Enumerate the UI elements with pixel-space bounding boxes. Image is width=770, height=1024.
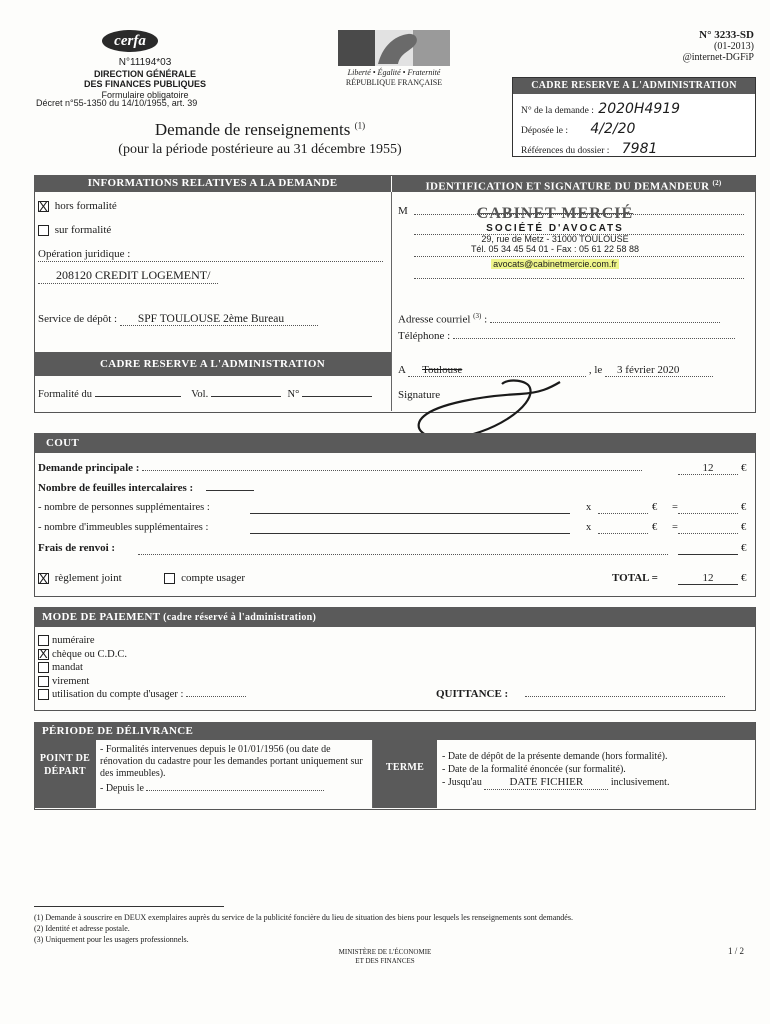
total-label: TOTAL = — [612, 572, 658, 584]
info-heading — [34, 175, 391, 192]
service-value[interactable]: SPF TOULOUSE 2ème Bureau — [137, 313, 285, 325]
virement-checkbox[interactable] — [38, 676, 49, 687]
info-heading-text: INFORMATIONS RELATIVES A LA DEMANDE — [87, 177, 338, 189]
personnes-label: - nombre de personnes supplémentaires : — [38, 502, 210, 513]
depuis-field[interactable] — [146, 790, 324, 791]
immeubles-label: - nombre d'immeubles supplémentaires : — [38, 522, 209, 533]
form-date: (01-2013) — [714, 41, 754, 52]
ministere-line-2: ET DES FINANCES — [355, 957, 415, 965]
paiement-item: numéraire — [52, 635, 95, 646]
periode-heading-text: PÉRIODE DE DÉLIVRANCE — [42, 725, 194, 737]
paiement-heading — [34, 607, 755, 627]
stamp-type: SOCIÉTÉ D'AVOCATS — [486, 223, 624, 234]
lawyer-stamp — [440, 205, 670, 272]
page-number: 1 / 2 — [728, 946, 745, 956]
signature-label: Signature — [398, 389, 441, 401]
no-label: N° — [287, 389, 300, 400]
demande-principale-label: Demande principale : — [38, 462, 140, 474]
telephone-label: Téléphone : — [398, 330, 451, 342]
cerfa-logo — [102, 30, 158, 52]
footnote-1: (1) Demande à souscrire en DEUX exemplaires auprès du service de la publicité foncière du lieu de situation des biens pour lesquels les renseignements sont demandés. — [34, 913, 573, 922]
cerfa-number: N°11194*03 — [118, 57, 172, 68]
hors-formalite-checkbox[interactable] — [38, 201, 49, 212]
admin2-heading-text: CADRE RESERVE A L'ADMINISTRATION — [99, 358, 326, 370]
reglement-joint-label: règlement joint — [54, 572, 122, 584]
page-subtitle: (pour la période postérieure au 31 décembre 1955) — [118, 142, 402, 157]
adresse-courriel-field[interactable] — [490, 322, 720, 323]
inclusivement-label: inclusivement. — [610, 777, 670, 788]
stamp-tel: Tél. 05 34 45 54 01 - Fax : 05 61 22 58 88 — [470, 244, 640, 254]
formalite-du-label: Formalité du — [38, 389, 92, 400]
point-depart-text: - Formalités intervenues depuis le 01/01/1956 (ou date de rénovation du cadastre pour les demandes portant uniquement sur des immeubles). — [100, 744, 363, 779]
deposee-value: 4/2/20 — [590, 121, 636, 137]
jusquau-label: - Jusqu'au — [442, 777, 482, 788]
compte-usager-paiement-checkbox[interactable] — [38, 689, 49, 700]
point-depart-label — [34, 740, 96, 808]
adresse-courriel-label: Adresse courriel — [398, 313, 471, 326]
ident-heading-text: IDENTIFICATION ET SIGNATURE DU DEMANDEUR — [425, 180, 710, 193]
hors-formalite-label: hors formalité — [54, 200, 117, 212]
form-source: @internet-DGFiP — [682, 52, 754, 63]
formulaire-obligatoire: Formulaire obligatoire — [101, 89, 189, 100]
references-label: Références du dossier : — [521, 146, 610, 156]
le-value[interactable]: 3 février 2020 — [617, 364, 680, 376]
euro-sign: € — [741, 542, 747, 554]
reglement-joint-checkbox[interactable] — [38, 573, 49, 584]
paiement-heading-note: (cadre réservé à l'administration) — [163, 612, 317, 623]
m-label: M — [398, 205, 408, 217]
quittance-field[interactable] — [525, 696, 725, 697]
eq-sign: = — [672, 502, 678, 513]
quittance-label: QUITTANCE : — [436, 688, 509, 700]
terme-line-2: - Date de la formalité énoncée (sur formalité). — [442, 764, 626, 775]
compte-usager-label: compte usager — [181, 572, 245, 584]
cout-heading-text: COUT — [46, 437, 79, 449]
date-fichier-value[interactable]: DATE FICHIER — [509, 776, 584, 788]
paiement-item: mandat — [52, 662, 83, 673]
admin-box — [512, 77, 756, 157]
republique-motto: Liberté • Égalité • Fraternité — [347, 68, 441, 77]
paiement-item: virement — [52, 675, 90, 687]
adresse-courriel-note: (3) — [473, 312, 482, 320]
footnote-2: (2) Identité et adresse postale. — [34, 924, 130, 933]
direction-generale: DIRECTION GÉNÉRALE — [93, 68, 196, 79]
operation-value[interactable]: 208120 CREDIT LOGEMENT/ — [56, 268, 211, 282]
euro-sign: € — [741, 522, 747, 533]
marianne-logo — [338, 30, 450, 66]
form-number: N° 3233-SD — [699, 29, 754, 41]
finances-publiques: DES FINANCES PUBLIQUES — [83, 79, 206, 89]
operation-label: Opération juridique : — [38, 248, 131, 260]
frais-renvoi-label: Frais de renvoi : — [38, 542, 116, 554]
demande-label: N° de la demande : — [521, 106, 594, 116]
euro-sign: € — [741, 572, 747, 584]
euro-sign: € — [741, 502, 747, 513]
service-label: Service de dépôt : — [38, 313, 118, 325]
demande-principale-value[interactable]: 12 — [702, 462, 714, 474]
euro-sign: € — [652, 522, 658, 533]
point-depart-text: POINT DE DÉPART — [39, 753, 91, 777]
le-label: , le — [588, 364, 603, 376]
stamp-address: 29, rue de Metz - 31000 TOULOUSE — [481, 234, 629, 244]
sur-formalite-label: sur formalité — [54, 224, 112, 236]
republique-francaise: RÉPUBLIQUE FRANÇAISE — [345, 78, 443, 87]
euro-sign: € — [652, 502, 658, 513]
page-title: Demande de renseignements — [154, 120, 351, 139]
ident-heading — [392, 175, 755, 192]
terme-text: TERME — [385, 762, 425, 773]
demande-value: 2020H4919 — [598, 101, 681, 117]
ident-heading-note: (2) — [712, 179, 722, 187]
feuilles-label: Nombre de feuilles intercalaires : — [38, 482, 194, 494]
cheque-checkbox[interactable] — [38, 649, 49, 660]
decret-reference: Décret n°55-1350 du 14/10/1955, art. 39 — [36, 98, 198, 108]
periode-heading — [34, 722, 755, 740]
stamp-name: CABINET MERCIÉ — [476, 205, 634, 222]
euro-sign: € — [741, 462, 747, 474]
compte-usager-checkbox[interactable] — [164, 573, 175, 584]
sur-formalite-checkbox[interactable] — [38, 225, 49, 236]
depuis-label: - Depuis le — [100, 783, 144, 794]
cerfa-logo-text: cerfa — [114, 33, 146, 49]
stamp-email: avocats@cabinetmercie.com.fr — [493, 259, 617, 269]
paiement-item: chèque ou C.D.C. — [52, 648, 127, 660]
terme-line-1: - Date de dépôt de la présente demande (hors formalité). — [442, 751, 668, 762]
telephone-field[interactable] — [453, 338, 735, 339]
admin2-heading — [34, 352, 391, 376]
title-note: (1) — [354, 120, 366, 131]
references-value: 7981 — [621, 141, 658, 157]
terme-label — [373, 740, 437, 808]
a-value[interactable]: Toulouse — [422, 364, 463, 376]
total-value[interactable]: 12 — [702, 572, 714, 584]
paiement-item: utilisation du compte d'usager : — [52, 689, 184, 700]
cout-heading — [34, 433, 755, 453]
vol-label: Vol. — [191, 389, 209, 400]
footnote-3: (3) Uniquement pour les usagers professionnels. — [34, 935, 189, 944]
admin-box-heading: CADRE RESERVE A L'ADMINISTRATION — [513, 78, 755, 94]
paiement-heading-text: MODE DE PAIEMENT — [42, 611, 161, 623]
a-label: A — [398, 364, 406, 376]
x-sign: x — [586, 502, 592, 513]
x-sign: x — [586, 522, 592, 533]
ministere-line-1: MINISTÈRE DE L'ÉCONOMIE — [338, 948, 432, 956]
eq-sign: = — [672, 522, 678, 533]
numeraire-checkbox[interactable] — [38, 635, 49, 646]
mandat-checkbox[interactable] — [38, 662, 49, 673]
deposee-label: Déposée le : — [521, 126, 568, 136]
